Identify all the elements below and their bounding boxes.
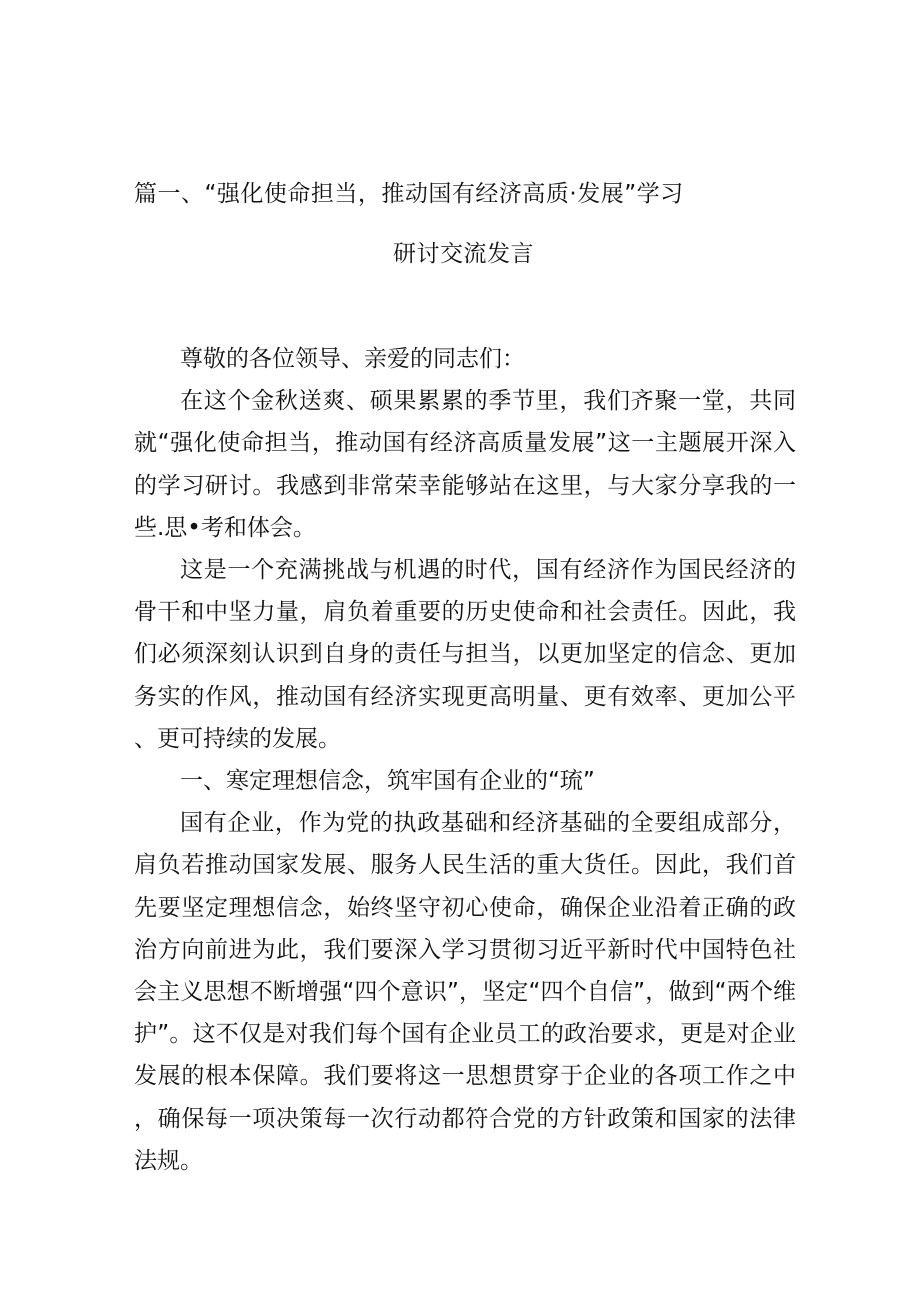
salutation: 尊敬的各位领导、亲爱的同志们：	[180, 346, 525, 372]
paragraph-section-1: 国有企业，作为党的执政基础和经济基础的全要组成部分，肩负若推动国家发展、服务人民生活的重大货任。因此，我们首先要坚定理想信念，始终坚守初心使命，确保企业沿着正确的政治方向前进为此，我们要深入学习贯彻习近平新时代中国特色社会主义思想不断增强“四个意识”，坚定“四个自信”，做到“两个维护”。这不仅是对我们每个国有企业员工的政治要求，更是对企业发展的根本保障。我们要将这一思想贯穿于企业的各项工作之中，确保每一项决策每一次行动都符合党的方针政策和国家的法律法规。	[134, 810, 796, 1174]
document-title-line-1: 篇一、“强化使命担当，推动国有经济高质·发展”学习	[134, 181, 684, 207]
document-title-line-2: 研讨交流发言	[393, 241, 534, 267]
document-body	[134, 338, 796, 1182]
paragraph-opening: 在这个金秋送爽、硕果累累的季节里，我们齐聚一堂，共同就“强化使命担当，推动国有经济高质量发展”这一主题展开深入的学习研讨。我感到非常荣幸能够站在这里，与大家分享我的一些.思•考和体会。	[134, 388, 796, 541]
section-heading-1: 一、寒定理想信念，筑牢国有企业的“琉”	[180, 768, 595, 795]
paragraph-context: 这是一个充满挑战与机遇的时代，国有经济作为国民经济的骨干和中坚力量，肩负着重要的历史使命和社会责任。因此，我们必须深刻认识到自身的责任与担当，以更加坚定的信念、更加务实的作风，推动国有经济实现更高明量、更有效率、更加公平、更可持续的发展。	[134, 557, 796, 752]
